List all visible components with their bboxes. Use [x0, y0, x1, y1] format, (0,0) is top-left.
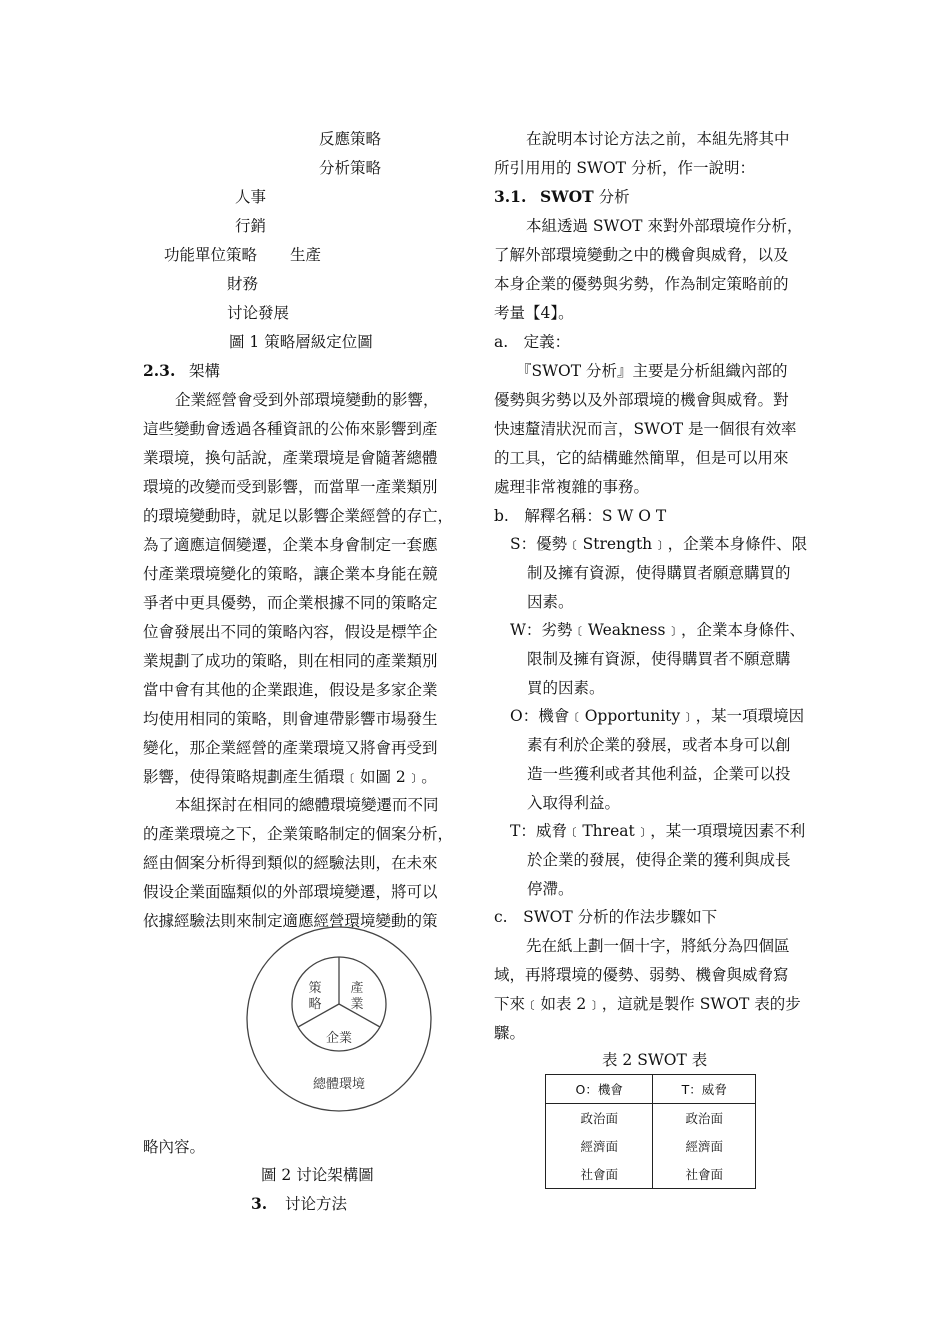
swot-o-line: O：機會﹝Opportunity﹞，某一項環境因 — [510, 707, 805, 725]
table-cell: 經濟面 — [653, 1132, 756, 1160]
para-line: 經由個案分析得到類似的經驗法則，在未來 — [143, 854, 438, 872]
fig1-item-production: 生產 — [290, 246, 322, 264]
swot-o-line: 入取得利益。 — [527, 794, 621, 812]
table-header-cell: T：威脅 — [653, 1075, 756, 1104]
fig1-item-rd: 讨论發展 — [227, 304, 290, 322]
para-line: 『SWOT 分析』主要是分析組織內部的 — [516, 362, 788, 380]
para-line: 企業經營會受到外部環境變動的影響， — [175, 391, 439, 409]
fig2-caption: 圖 2 讨论架構圖 — [261, 1166, 374, 1184]
steps-heading: c. SWOT 分析的作法步驟如下 — [494, 908, 718, 926]
section-2-3-number: 2.3. — [143, 361, 176, 380]
para-line: 位會發展出不同的策略內容，假设是標竿企 — [143, 623, 438, 641]
para-line: 域，再將環境的優勢、弱勢、機會與威脅寫 — [494, 966, 789, 984]
swot-t-line: T：威脅﹝Threat﹞，某一項環境因素不利 — [510, 822, 806, 840]
fig1-item-finance: 財務 — [227, 275, 259, 293]
para-line: 的環境變動時，就足以影響企業經營的存亡， — [143, 507, 454, 525]
diagram-environment: 總體環境 — [312, 1077, 366, 1092]
para-line: 優勢與劣勢以及外部環境的機會與威脅。對 — [494, 391, 789, 409]
section-2-3-title: 架構 — [189, 362, 221, 380]
section-3-1-title-rest: 分析 — [593, 188, 630, 206]
fig2-diagram — [246, 942, 432, 1102]
section-3-1-number: 3.1. — [494, 187, 527, 206]
para-line: 考量【4】。 — [494, 304, 574, 322]
fig1-caption: 圖 1 策略層級定位圖 — [229, 333, 373, 351]
para-line: 變化，那企業經營的產業環境又將會再受到 — [143, 739, 438, 757]
diagram-strategy-2: 略 — [308, 997, 322, 1012]
diagram-industry-1: 產 — [350, 981, 364, 996]
table-caption: 表 2 SWOT 表 — [602, 1051, 708, 1069]
para-2-end: 略內容。 — [143, 1138, 206, 1156]
table-cell: 政治面 — [546, 1104, 653, 1133]
para-line: 本組探討在相同的總體環境變遷而不同 — [175, 796, 439, 814]
diagram-enterprise: 企業 — [325, 1031, 353, 1046]
swot-o-line: 造一些獲利或者其他利益，企業可以投 — [527, 765, 791, 783]
para-line: 先在紙上劃一個十字，將紙分為四個區 — [526, 937, 790, 955]
fig1-item-reactive-strategy: 反應策略 — [319, 130, 382, 148]
para-line: 的工具，它的結構雖然簡單，但是可以用來 — [494, 449, 789, 467]
table-row — [546, 1160, 756, 1189]
para-line: 當中會有其他的企業跟進，假设是多家企業 — [143, 681, 438, 699]
para-line: 付產業環境變化的策略，讓企業本身能在競 — [143, 565, 438, 583]
para-line: 假设企業面臨類似的外部環境變遷，將可以 — [143, 883, 438, 901]
section-3-title: 讨论方法 — [285, 1195, 348, 1213]
table-cell: 政治面 — [653, 1104, 756, 1133]
table-header-row — [546, 1075, 756, 1104]
swot-s-line: S：優勢﹝Strength﹞，企業本身條件、限 — [510, 535, 808, 553]
swot-t-line: 於企業的發展，使得企業的獲利與成長 — [527, 851, 791, 869]
intro-line: 所引用用的 SWOT 分析，作一說明： — [494, 159, 755, 177]
swot-w-line: 買的因素。 — [527, 679, 605, 697]
para-line: 業規劃了成功的策略，則在相同的產業類別 — [143, 652, 438, 670]
fig1-item-functional-strategy: 功能單位策略 — [164, 246, 258, 264]
para-line: 處理非常複雜的事務。 — [494, 478, 650, 496]
table-row — [546, 1104, 756, 1133]
swot-o-line: 素有利於企業的發展，或者本身可以創 — [527, 736, 791, 754]
section-3-1-title-bold: SWOT — [540, 187, 594, 206]
definition-heading: a. 定義： — [494, 333, 571, 351]
para-line: 的產業環境之下，企業策略制定的個案分析， — [143, 825, 454, 843]
fig1-item-marketing: 行銷 — [235, 217, 267, 235]
table-row — [546, 1132, 756, 1160]
para-line: 快速釐清狀況而言，SWOT 是一個很有效率 — [494, 420, 797, 438]
table-cell: 社會面 — [653, 1160, 756, 1189]
para-line: 這些變動會透過各種資訊的公佈來影響到產 — [143, 420, 438, 438]
swot-t-line: 停滯。 — [527, 880, 574, 898]
section-3-1-title — [540, 186, 630, 208]
table-cell: 社會面 — [546, 1160, 653, 1189]
section-3-number: 3. — [251, 1194, 268, 1213]
para-line: 爭者中更具優勢，而企業根據不同的策略定 — [143, 594, 438, 612]
para-line: 業環境，換句話說，產業環境是會隨著總體 — [143, 449, 438, 467]
para-line: 本組透過 SWOT 來對外部環境作分析， — [526, 217, 803, 235]
para-line: 影響，使得策略規劃產生循環﹝如圖 2﹞。 — [143, 768, 437, 786]
para-line: 環境的改變而受到影響，而當單一產業類別 — [143, 478, 438, 496]
para-line: 均使用相同的策略，則會連帶影響市場發生 — [143, 710, 438, 728]
para-line: 依據經驗法則來制定適應經營環境變動的策 — [143, 912, 438, 930]
swot-table — [545, 1074, 756, 1189]
diagram-strategy-1: 策 — [308, 981, 322, 996]
para-line: 了解外部環境變動之中的機會與威脅，以及 — [494, 246, 789, 264]
swot-w-line: 限制及擁有資源，使得購買者不願意購 — [527, 650, 791, 668]
para-line: 為了適應這個變遷，企業本身會制定一套應 — [143, 536, 438, 554]
names-heading: b. 解釋名稱：S W O T — [494, 507, 667, 525]
swot-w-line: W：劣勢﹝Weakness﹞，企業本身條件、 — [510, 621, 805, 639]
intro-line: 在說明本讨论方法之前，本組先將其中 — [526, 130, 790, 148]
diagram-industry-2: 業 — [350, 997, 364, 1012]
table-header-cell: O：機會 — [546, 1075, 653, 1104]
fig1-item-analytic-strategy: 分析策略 — [319, 159, 382, 177]
table-cell: 經濟面 — [546, 1132, 653, 1160]
fig1-item-personnel: 人事 — [235, 188, 267, 206]
para-line: 驟。 — [494, 1024, 526, 1042]
para-line: 本身企業的優勢與劣勢，作為制定策略前的 — [494, 275, 789, 293]
swot-s-line: 因素。 — [527, 593, 574, 611]
swot-s-line: 制及擁有資源，使得購買者願意購買的 — [527, 564, 791, 582]
para-line: 下來﹝如表 2﹞，這就是製作 SWOT 表的步 — [494, 995, 801, 1013]
